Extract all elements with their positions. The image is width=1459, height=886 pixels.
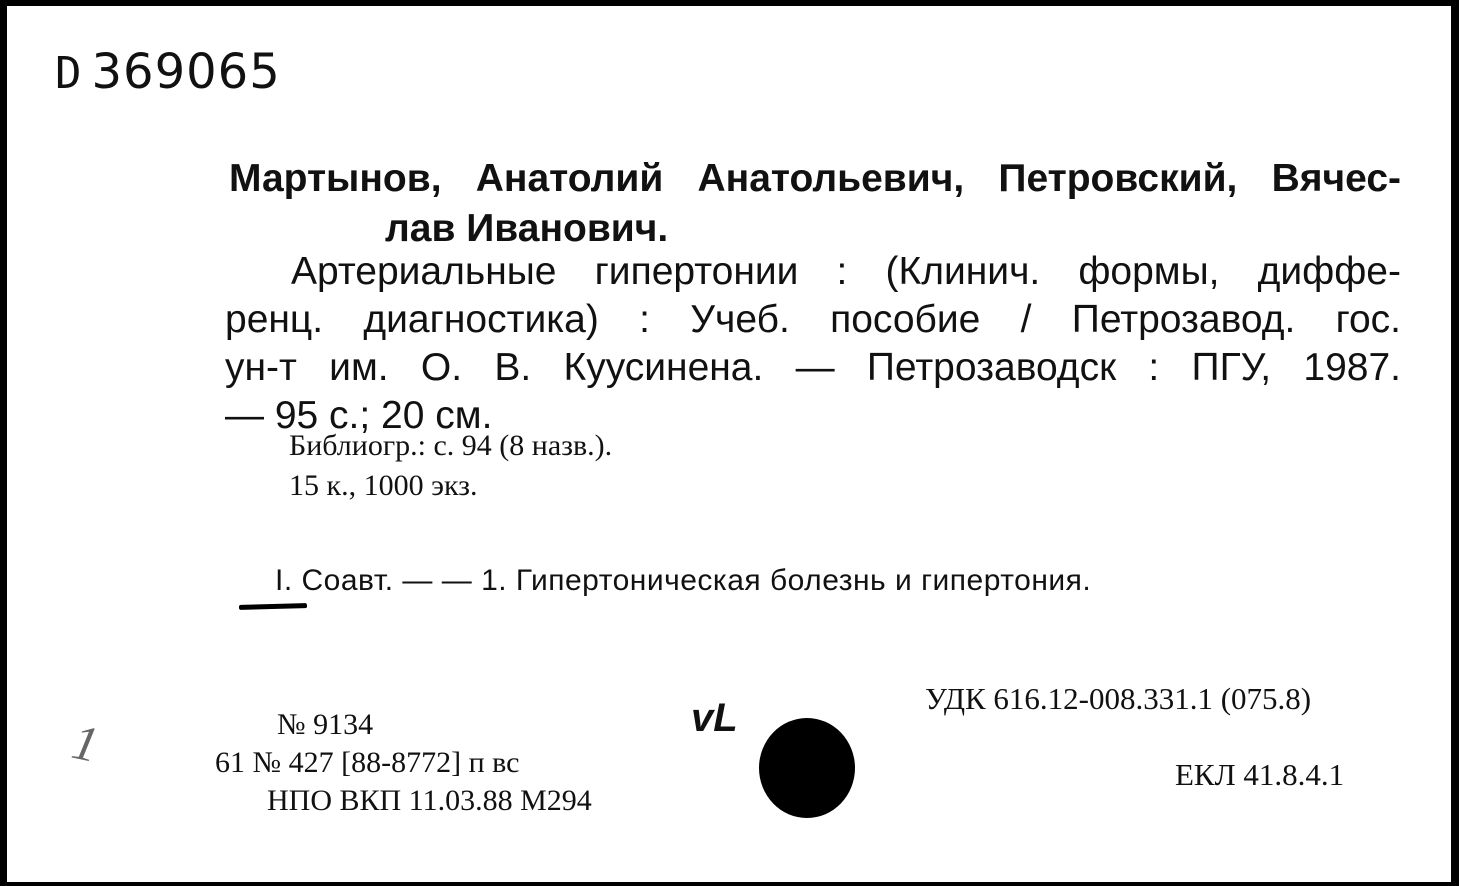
call-number [55, 44, 281, 100]
notes [289, 426, 612, 506]
description-line-3: ун-т им. О. В. Куусинена. — Петрозаводск : ПГУ, 1987. [225, 346, 1401, 389]
description-line-2: ренц. диагностика) : Учеб. пособие / Петрозавод. гос. [225, 298, 1401, 341]
order-line-2: 61 № 427 [88-8772] п вс [215, 746, 520, 779]
bibliography-note: Библиогр.: с. 94 (8 назв.). [289, 429, 613, 462]
pencil-mark: 1 [67, 713, 104, 773]
description-line-1: Артериальные гипертонии : (Клинич. формы, диффе- [291, 250, 1401, 293]
handwritten-underline [239, 603, 307, 610]
ekl-code: ЕКЛ 41.8.4.1 [1175, 757, 1345, 792]
bibliographic-description [225, 248, 1401, 440]
punch-hole [759, 718, 855, 818]
description-line-4: — 95 с.; 20 см. [225, 394, 493, 437]
handwritten-check-mark: vL [691, 696, 738, 740]
authors-heading [229, 154, 1401, 254]
subject-headings: I. Соавт. — — 1. Гипертоническая болезнь и гипертония. [275, 564, 1092, 597]
order-info [215, 706, 592, 820]
authors-line-1: Мартынов, Анатолий Анатольевич, Петровский, Вячес- [229, 157, 1401, 200]
udk-code: УДК 616.12-008.331.1 (075.8) [925, 681, 1312, 716]
order-line-1: № 9134 [277, 708, 374, 741]
order-line-3: НПО ВКП 11.03.88 М294 [267, 784, 592, 817]
call-number-prefix: D [55, 48, 82, 99]
call-number-digits: 369065 [91, 44, 281, 100]
authors-line-2: лав Иванович. [385, 207, 669, 250]
price-copies-note: 15 к., 1000 экз. [289, 469, 478, 502]
